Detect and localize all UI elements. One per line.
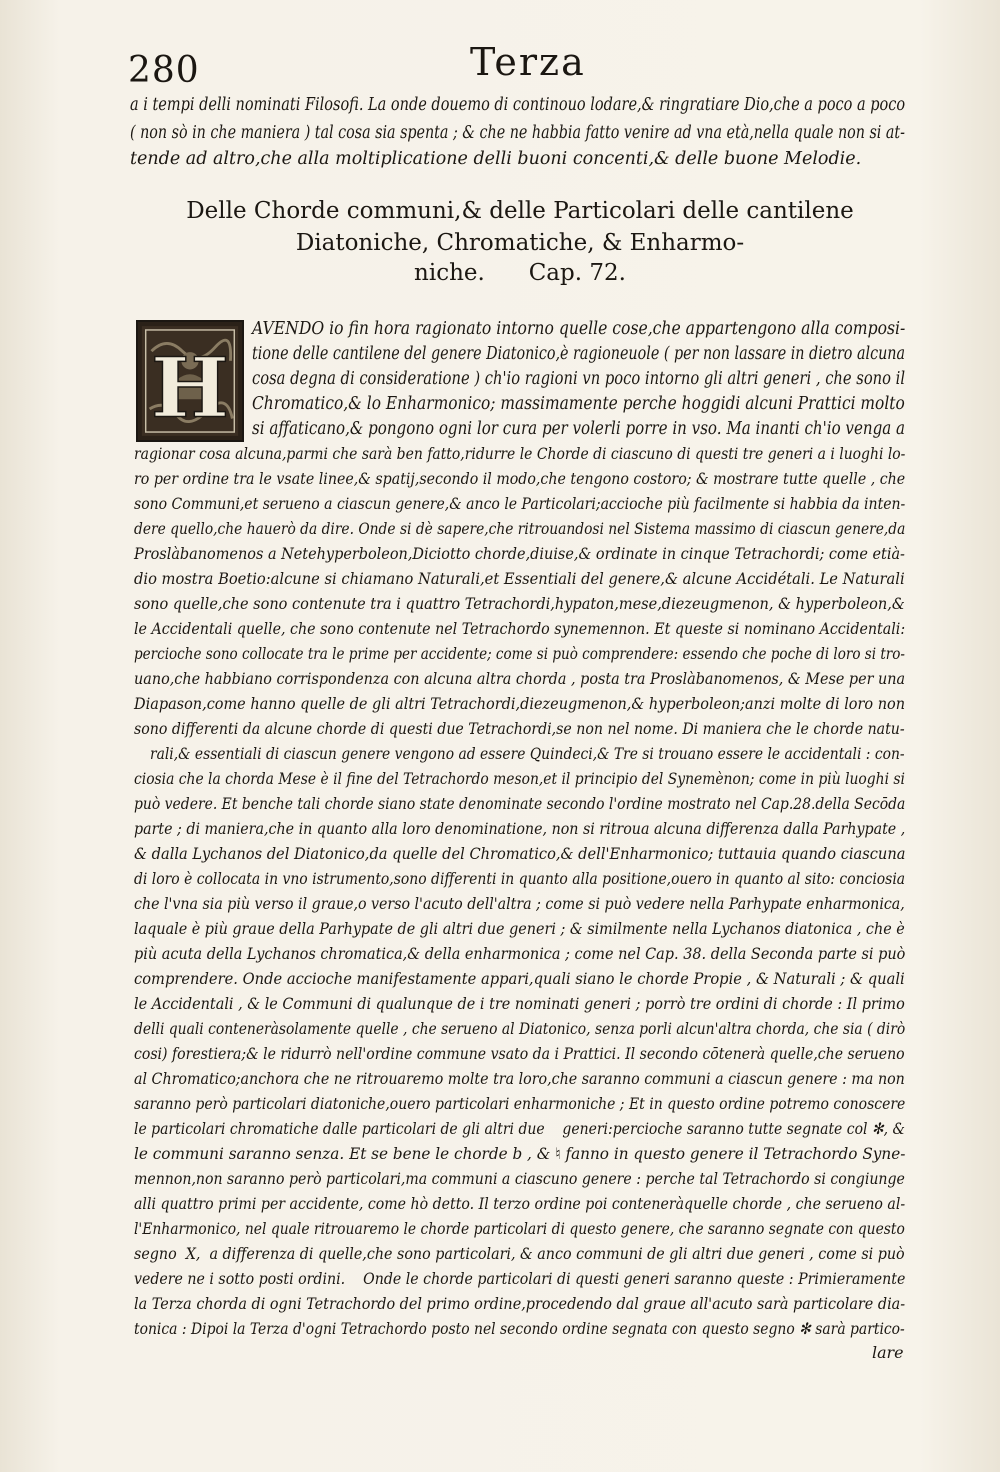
body-line: può vedere. Et benche tali chorde siano state denominate secondo l'ordine mostrato nel Cap.28.della Secōda [134, 794, 906, 813]
body-line: le communi saranno senza. Et se bene le chorde b , & ♮ fanno in questo genere il Tetrachordo Syne- [134, 1144, 906, 1163]
body-line: comprendere. Onde accioche manifestamente appari,quali siano le chorde Propie , & Naturali ; & quali [134, 969, 905, 988]
body-line: uano,che habbiano corrispondenza con alcuna altra chorda , posta tra Proslàbanomenos, & Mese per una [134, 669, 906, 688]
body-line: ro per ordine tra le vsate linee,& spatij,secondo il modo,che tengono costoro; & mostrare tutte quelle , che [134, 469, 906, 488]
body-line: saranno però particolari diatoniche,ouero particolari enharmoniche ; Et in questo ordine potremo conoscere [134, 1094, 906, 1113]
body-line: parte ; di maniera,che in quanto alla loro denominatione, non si ritroua alcuna differenza dalla Parhypate , [134, 819, 906, 838]
woodcut-initial-icon [138, 322, 242, 440]
svg-text:H: H [150, 338, 230, 437]
body-line: percioche sono collocate tra le prime per accidente; come si può comprendere: essendo che poche di loro si tro- [134, 644, 905, 663]
body-line: sono quelle,che sono contenute tra i quattro Tetrachordi,hypaton,mese,diezeugmenon, & hyperboleon,& [134, 594, 905, 613]
body-line: dio mostra Boetio:alcune si chiamano Naturali,et Essentiali del genere,& alcune Accidétali. Le Naturali [134, 569, 905, 588]
body-line: laquale è più graue della Parhypate de gli altri due generi ; & similmente nella Lychanos diatonica , che è [134, 919, 905, 938]
body-line: le Accidentali , & le Communi di qualunque de i tre nominati generi ; porrò tre ordini di chorde : Il primo [134, 994, 905, 1013]
body-line: le Accidentali quelle, che sono contenute nel Tetrachordo synemennon. Et queste si nominano Accidentali: [134, 619, 906, 638]
body-line: dere quello,che hauerò da dire. Onde si dè sapere,che ritrouandosi nel Sistema massimo di ciascun genere,da [134, 519, 906, 538]
body-line: più acuta della Lychanos chromatica,& della enharmonica ; come nel Cap. 38. della Seconda parte si può [134, 944, 906, 963]
page-number: 280 [128, 50, 200, 91]
body-line: le particolari chromatiche dalle particolari de gli altri due generi:percioche saranno tutte segnate col ✻, & [134, 1119, 905, 1138]
body-line: rali,& essentiali di ciascun genere vengono ad essere Quindeci,& Tre si trouano essere le accidentali : con- [150, 744, 905, 763]
catchword: lare [872, 1343, 904, 1362]
body-line: cosi) forestiera;& le ridurrò nell'ordine commune vsato da i Prattici. Il secondo cōtenerà quelle,che serueno [134, 1044, 905, 1063]
body-line: delli quali conteneràsolamente quelle , che serueno al Diatonico, senza porli alcun'altra chorda, che sia ( dirò [134, 1019, 906, 1038]
intro-line: tende ad altro,che alla moltiplicatione delli buoni concenti,& delle buone Melodie. [130, 149, 862, 169]
body-line: la Terza chorda di ogni Tetrachordo del primo ordine,procedendo dal graue all'acuto sarà particolare dia- [134, 1294, 906, 1313]
body-line: tonica : Dipoi la Terza d'ogni Tetrachordo posto nel secondo ordine segnata con questo segno ✻ sarà partico- [134, 1319, 905, 1338]
body-line: AVENDO io fin hora ragionato intorno quelle cose,che appartengono alla composi- [252, 319, 906, 339]
body-line: mennon,non saranno però particolari,ma communi a ciascuno genere : perche tal Tetrachordo si congiunge [134, 1169, 905, 1188]
body-line: sono differenti da alcune chorde di questi due Tetrachordi,se non nel nome. Di maniera che le chorde natu- [134, 719, 905, 738]
body-line: ciosia che la chorda Mese è il fine del Tetrachordo meson,et il principio del Synemènon; come in più luoghi si [134, 769, 905, 788]
running-head: Terza [470, 40, 586, 84]
intro-line: ( non sò in che maniera ) tal cosa sia spenta ; & che ne habbia fatto venire ad vna età,nella quale non si at- [130, 123, 905, 143]
body-line: Proslàbanomenos a Netehyperboleon,Diciotto chorde,diuise,& ordinate in cinque Tetrachordi; come etià- [134, 544, 905, 563]
body-line: segno X, a differenza di quelle,che sono particolari, & anco communi de gli altri due generi , come si può [134, 1244, 905, 1263]
body-line: sono Communi,et serueno a ciascun genere,& anco le Particolari;accioche più facilmente si habbia da inten- [134, 494, 906, 513]
body-line: si affaticano,& pongono ogni lor cura per volerli porre in vso. Ma inanti ch'io venga a [252, 419, 906, 439]
body-line: ragionar cosa alcuna,parmi che sarà ben fatto,ridurre le Chorde di ciascuno di questi tre generi a i luoghi lo- [134, 445, 906, 463]
intro-line: a i tempi delli nominati Filosofi. La onde douemo di continouo lodare,& ringratiare Dio,che a poco a poco [130, 95, 906, 115]
body-line: & dalla Lychanos del Diatonico,da quelle del Chromatico,& dell'Enharmonico; tuttauia quando ciascuna [134, 844, 906, 863]
chapter-heading-line: Diatoniche, Chromatiche, & Enharmo- [295, 230, 745, 256]
body-line: vedere ne i sotto posti ordini. Onde le chorde particolari di questi generi saranno queste : Primieramente [134, 1269, 906, 1288]
chapter-heading-line: Delle Chorde communi,& delle Particolari delle cantilene [186, 198, 854, 224]
body-line: tione delle cantilene del genere Diatonico,è ragioneuole ( per non lassare in dietro alcuna [252, 344, 906, 364]
body-line: che l'vna sia più verso il graue,o verso l'acuto dell'altra ; come si può vedere nella Parhypate enharmonica, [134, 894, 905, 913]
body-line: alli quattro primi per accidente, come hò detto. Il terzo ordine poi conteneràquelle chorde , che serueno al- [134, 1194, 906, 1213]
body-line: l'Enharmonico, nel quale ritrouaremo le chorde particolari di questo genere, che saranno segnate con questo [134, 1219, 905, 1238]
body-line: di loro è collocata in vno istrumento,sono differenti in quanto alla positione,ouero in quanto al sito: conciosia [134, 869, 906, 888]
body-line: cosa degna di consideratione ) ch'io ragioni vn poco intorno gli altri generi , che sono il [252, 369, 906, 389]
body-line: Diapason,come hanno quelle de gli altri Tetrachordi,diezeugmenon,& hyperboleon;anzi molte di loro non [134, 694, 906, 713]
body-line: al Chromatico;anchora che ne ritrouaremo molte tra loro,che saranno communi a ciascun genere : ma non [134, 1069, 905, 1088]
chapter-heading-line: niche. Cap. 72. [414, 260, 626, 286]
body-line: Chromatico,& lo Enharmonico; massimamente perche hoggidi alcuni Prattici molto [252, 394, 905, 414]
decorated-initial [136, 320, 244, 442]
